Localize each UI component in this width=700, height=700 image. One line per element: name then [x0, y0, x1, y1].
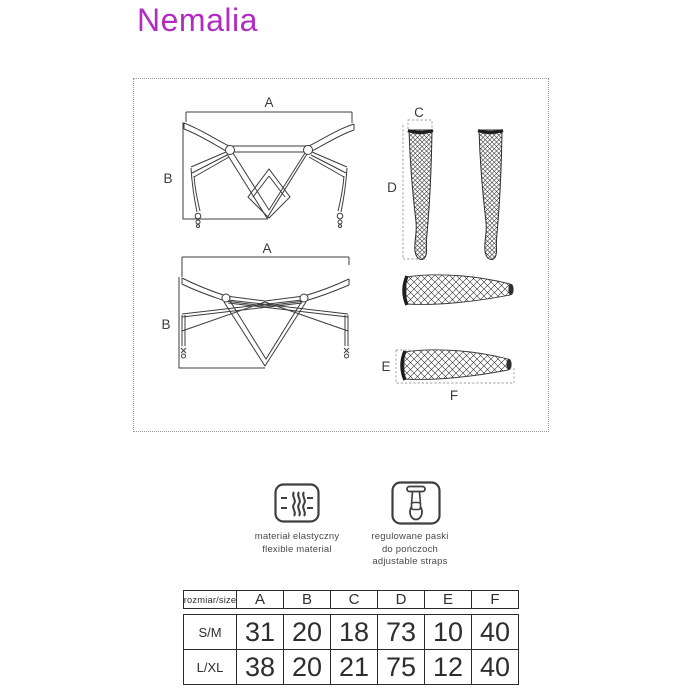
- caption-line: flexible material: [262, 543, 332, 555]
- garter-belt-back-drawing: [161, 241, 349, 368]
- stocking-left: [409, 130, 432, 260]
- technical-diagram: [133, 78, 549, 432]
- back-width-label: A: [262, 241, 272, 256]
- header-cell-c: C: [330, 591, 377, 608]
- caption-line: do pończoch: [381, 543, 439, 555]
- row-label: L/XL: [196, 659, 224, 675]
- front-left-clip: [195, 213, 201, 219]
- front-right-clip-end: [339, 225, 342, 228]
- value-cell: 31: [236, 615, 283, 649]
- front-waistband: [184, 123, 354, 152]
- adjustable-straps-icon: [391, 481, 441, 525]
- adjustable-straps-caption: [315, 531, 505, 569]
- row-label: S/M: [198, 624, 222, 640]
- back-right-ring: [300, 294, 308, 302]
- front-height-label: B: [163, 171, 173, 186]
- stocking-length-label: D: [387, 180, 397, 195]
- size-table: [183, 590, 519, 685]
- table-row-sm: [184, 615, 518, 649]
- front-right-clip: [337, 213, 343, 219]
- front-v-panel: [227, 153, 307, 218]
- header-cell-e: E: [424, 591, 471, 608]
- front-right-clip-loop: [338, 220, 342, 224]
- value-cell: 38: [236, 650, 283, 684]
- value-cell: 12: [424, 650, 471, 684]
- value-cell: 75: [377, 650, 424, 684]
- header-cell-size: rozmiar/size: [183, 594, 237, 605]
- elastic-material-icon: [274, 483, 320, 523]
- value-cell: 40: [471, 650, 518, 684]
- back-left-strap: [181, 315, 186, 353]
- back-height-dim-line: [179, 277, 265, 368]
- front-width-label: A: [264, 95, 274, 110]
- stocking-right: [479, 130, 502, 260]
- front-left-strap: [191, 152, 229, 212]
- value-cell: 18: [330, 615, 377, 649]
- front-left-ring: [226, 146, 235, 155]
- leg-lower-toe: [506, 359, 511, 370]
- header-cell-f: F: [471, 591, 518, 608]
- front-right-strap: [309, 152, 347, 212]
- back-cross-straps: [182, 300, 348, 317]
- leg-upper-toe: [508, 284, 513, 295]
- front-right-ring: [304, 146, 313, 155]
- garment-diagram-canvas: [134, 79, 548, 431]
- caption-line: materiał elastyczny: [254, 531, 340, 542]
- garter-belt-front-drawing: [163, 95, 354, 228]
- value-cell: 20: [283, 650, 330, 684]
- header-cell-a: A: [236, 591, 283, 608]
- value-cell: 73: [377, 615, 424, 649]
- front-left-clip-end: [197, 225, 200, 228]
- leg-length-label: F: [449, 388, 459, 403]
- leg-lower: [404, 350, 508, 380]
- front-left-clip-loop: [196, 220, 200, 224]
- back-width-dim-line: [182, 257, 349, 277]
- stocking-legs-drawing: [381, 275, 514, 403]
- size-table-header: [183, 590, 519, 609]
- header-cell-b: B: [283, 591, 330, 608]
- leg-upper: [406, 275, 510, 305]
- front-width-dim-line: [186, 112, 352, 123]
- caption-line: adjustable straps: [372, 556, 448, 567]
- table-row-lxl: [184, 649, 518, 684]
- back-right-strap: [344, 315, 349, 353]
- value-cell: 21: [330, 650, 377, 684]
- header-cell-d: D: [377, 591, 424, 608]
- size-table-body: [183, 614, 519, 685]
- value-cell: 10: [424, 615, 471, 649]
- stockings-drawing: [387, 105, 503, 260]
- page-title: Nemalia: [137, 2, 258, 38]
- caption-line: regulowane paski: [371, 531, 449, 542]
- value-cell: 20: [283, 615, 330, 649]
- leg-cuff-label: E: [381, 359, 391, 374]
- value-cell: 40: [471, 615, 518, 649]
- back-right-clip: [345, 354, 349, 358]
- back-height-label: B: [161, 317, 171, 332]
- back-left-clip: [182, 354, 186, 358]
- back-left-ring: [222, 294, 230, 302]
- stocking-welt-label: C: [414, 105, 424, 120]
